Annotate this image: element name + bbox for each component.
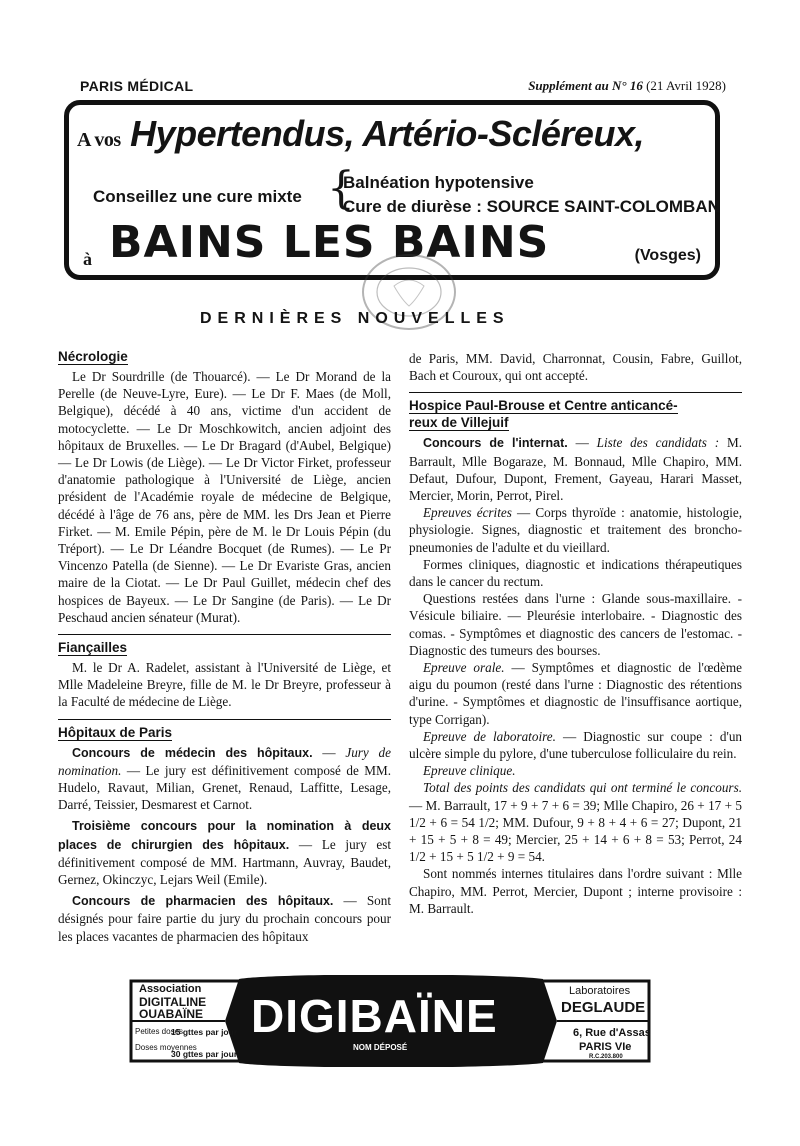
epreuve-laboratoire-text: — Diagnostic sur coupe : d'un ulcère simple du pylore, d'une tuberculose folliculaire du rein. — [409, 728, 743, 762]
epreuves-ecrites-label: Epreuves écrites — [423, 505, 512, 521]
questions-urne-paragraph: Questions restées dans l'urne : Glande sous-maxillaire. - Vésicule biliaire. — Pleurésie interlobaire. - Diagnostic des comas. - Symptômes et diagnostic des cancers de l'estomac. - Diagnostic des tumeurs des bourses. — [409, 591, 742, 658]
epreuves-ecrites-paragraph — [409, 504, 742, 556]
fiancailles-text: M. le Dr A. Radelet, assistant à l'Université de Liège, et Mlle Madeleine Breyre, fille de M. le Dr Breyre, professeur à la Faculté de médecine de Liège. — [58, 660, 391, 710]
assoc-digitaline: DIGITALINE — [139, 995, 207, 1009]
dose-medium-label: Doses moyennes — [135, 1043, 197, 1052]
necrologie-heading: Nécrologie — [58, 349, 128, 364]
dose-small-value: 15 gttes par jour — [171, 1027, 238, 1037]
digibaine-brand: DIGIBAÏNE — [251, 990, 498, 1042]
issue-date: (21 Avril 1928) — [646, 78, 726, 93]
assoc-label: Association — [139, 983, 202, 995]
hopitaux-medecin-subhead: Concours de médecin des hôpitaux. — [72, 745, 313, 760]
registration-number: R.C.203.800 — [589, 1054, 623, 1060]
hopitaux-pharmacien-paragraph: Concours de pharmacien des hôpitaux. — Sont désignés pour faire partie du jury du prochain concours pour les places vacantes de pharmacien des hôpitaux — [58, 893, 392, 944]
right-column — [409, 350, 742, 917]
jury-continuation-text: de Paris, MM. David, Charronnat, Cousin, Fabre, Guillot, Bach et Couroux, qui ont accepté. — [409, 351, 742, 384]
ad-headline — [77, 113, 644, 155]
candidates-label: Liste des candidats : — [596, 435, 720, 451]
ad-line-balneation: Balnéation hypotensive — [343, 173, 534, 192]
ad-preposition: à — [83, 249, 92, 269]
total-points-paragraph — [409, 779, 742, 865]
dose-medium-value: 30 gttes par jour — [171, 1049, 238, 1059]
hopitaux-chirurgien-subhead: Troisième concours pour la nomination à deux places de chirurgien des hôpitaux. — [58, 819, 391, 852]
total-points-label: Total des points des candidats qui ont terminé le concours. — [423, 780, 742, 796]
fiancailles-heading: Fiançailles — [58, 634, 391, 656]
hopitaux-medecin-paragraph: Concours de médecin des hôpitaux. — Jury de nomination. — Le jury est définitivement composé de MM. Hudelo, Ravaut, Milian, Grenet, Renaud, Laffitte, Lesage, Darré, Teissier, Desmarest et Carnot. — [58, 744, 392, 813]
internat-subhead: Concours de l'internat. — [423, 436, 568, 451]
ad-advise-text: Conseillez une cure mixte — [93, 187, 302, 206]
laboratoires-label: Laboratoires — [569, 985, 631, 997]
bains-les-bains-advertisement — [64, 100, 720, 280]
hopitaux-pharmacien-subhead: Concours de pharmacien des hôpitaux. — [72, 894, 334, 909]
hopitaux-pharmacien-text: Sont désignés pour faire partie du jury du prochain concours pour les places vacantes de pharmacien des hôpitaux — [58, 893, 392, 944]
ad-region: (Vosges) — [634, 247, 701, 264]
epreuves-ecrites-text: — Corps thyroïde : anatomie, histologie, physiologie. Signes, diagnostic et traitement des broncho-pneumonies de l'adulte et du vieillard. — [409, 505, 743, 555]
epreuve-orale-label: Epreuve orale. — [423, 660, 505, 676]
supplement-label: Supplément au N° 16 — [528, 78, 643, 93]
brace-icon: { — [327, 163, 355, 214]
digibaine-advertisement — [127, 975, 653, 1067]
villejuif-heading: Hospice Paul-Brouse et Centre anticancé- reux de Villejuif — [409, 392, 742, 431]
epreuve-laboratoire-label: Epreuve de laboratoire. — [423, 728, 556, 744]
ad-headline-prefix: A vos — [77, 129, 121, 151]
deglaude-name: DEGLAUDE — [561, 999, 646, 1016]
section-banner: DERNIÈRES NOUVELLES — [200, 310, 510, 327]
candidates-text: M. Barrault, Mlle Bogaraze, M. Bonnaud, Mlle Chapiro, MM. Defaut, Dufour, Dupont, Frement, Gayeau, Harari Masset, Mercier, Morin, Perrot, Pirel. — [409, 435, 743, 504]
epreuve-laboratoire-paragraph — [409, 728, 742, 762]
hopitaux-heading: Hôpitaux de Paris — [58, 719, 391, 741]
address-city: PARIS VIe — [579, 1041, 632, 1053]
journal-name: PARIS MÉDICAL — [80, 78, 194, 94]
hopitaux-medecin-text: Le jury est définitivement composé de MM. Hudelo, Ravaut, Milian, Grenet, Renaud, Laffitte, Lesage, Darré, Teissier, Desmarest et Carnot. — [58, 762, 392, 813]
address-street: 6, Rue d'Assas — [573, 1027, 651, 1039]
left-column — [58, 348, 391, 945]
hopitaux-chirurgien-text: Le jury est définitivement composé de MM. Hartmann, Auvray, Baudet, Gernez, Okinczyc, Lejars Weil (Emile). — [58, 836, 392, 888]
formes-cliniques-paragraph: Formes cliniques, diagnostic et indications thérapeutiques dans le cancer du rectum. — [409, 556, 742, 590]
ad-headline-text: Hypertendus, Artério-Scléreux, — [130, 113, 644, 154]
internes-nommes-paragraph: Sont nommés internes titulaires dans l'ordre suivant : Mlle Chapiro, MM. Perrot, Mercier, Dupont ; interne provisoire : M. Barrault. — [409, 866, 742, 916]
epreuve-orale-paragraph — [409, 659, 742, 728]
nom-depose: NOM DÉPOSÉ — [353, 1043, 408, 1052]
issue-info — [528, 78, 726, 94]
ad-brand: BAINS LES BAINS — [109, 217, 550, 268]
epreuve-orale-text: — Symptômes et diagnostic de l'œdème aigu du poumon (resté dans l'urne : Diagnostic des rétentions d'urine. - Symptômes et diagnostic de l'insuffisance aortique, type Corrigan). — [409, 660, 742, 727]
ad-line-diurese: Cure de diurèse : SOURCE SAINT-COLOMBAN — [343, 197, 720, 216]
assoc-ouabaine: OUABAÏNE — [139, 1007, 204, 1021]
epreuve-clinique-label: Epreuve clinique. — [423, 763, 516, 779]
hopitaux-chirurgien-paragraph: Troisième concours pour la nomination à deux places de chirurgien des hôpitaux. — Le jury est définitivement composé de MM. Hartmann, Auvray, Baudet, Gernez, Okinczyc, Lejars Weil (Emile). — [58, 819, 392, 888]
internat-paragraph: Concours de l'internat. — Liste des candidats : M. Barrault, Mlle Bogaraze, M. Bonnaud, Mlle Chapiro, MM. Defaut, Dufour, Dupont, Frement, Gayeau, Harari Masset, Mercier, Morin, Perrot, Pirel. — [409, 435, 743, 504]
necrologie-text: Le Dr Sourdrille (de Thouarcé). — Le Dr Morand de la Perelle (de Neuve-Lyre, Eure). — Le Dr F. Maes (de Moll, Belgique), décédé à 40 ans, victime d'un accident de motocyclette. — Le Dr Moschkowitch, ancien adjoint des hôpitaux de Bruxelles. — Le Dr Bragard (d'Aubel, Belgique) — Le Dr Lowis (de Liège). — Le Dr Victor Firket, professeur d'anatomie pathologique à l'Université de Liège, ancien président de l'Académie royale de médecine de Belgique, décédé à l'âge de 76 ans, père de MM. les Drs Jean et Pierre Firket. — M. Emile Pépin, père de M. le Dr Louis Pépin (du Tréport). — Le Dr Léandre Bocquet (de Rumes). — Le Pr Vincenzo Patella (de Sienne). — Le Dr Evariste Gras, ancien maire de la Ciotat. — Le Dr Paul Guillet, médecin chef des hospices de Bayeux. — Le Dr Sangine (de Paris). — Le Dr Peschaud ancien sénateur (Murat). — [58, 369, 391, 625]
hopitaux-medecin-jury: Jury de nomination. — [58, 744, 392, 778]
dose-small-label: Petites doses — [135, 1027, 184, 1036]
total-points-text: — M. Barrault, 17 + 9 + 7 + 6 = 39; Mlle Chapiro, 26 + 17 + 5 1/2 + 6 = 54 1/2; MM. Dufour, 9 + 8 + 4 + 6 = 27; Dupont, 21 + 15 + 5 + 8 = 49; Mercier, 25 + 14 + 6 + 8 = 53; Perrot, 24 1/2 + 15 + 5 1/2 + 9 = 54. — [409, 797, 742, 865]
